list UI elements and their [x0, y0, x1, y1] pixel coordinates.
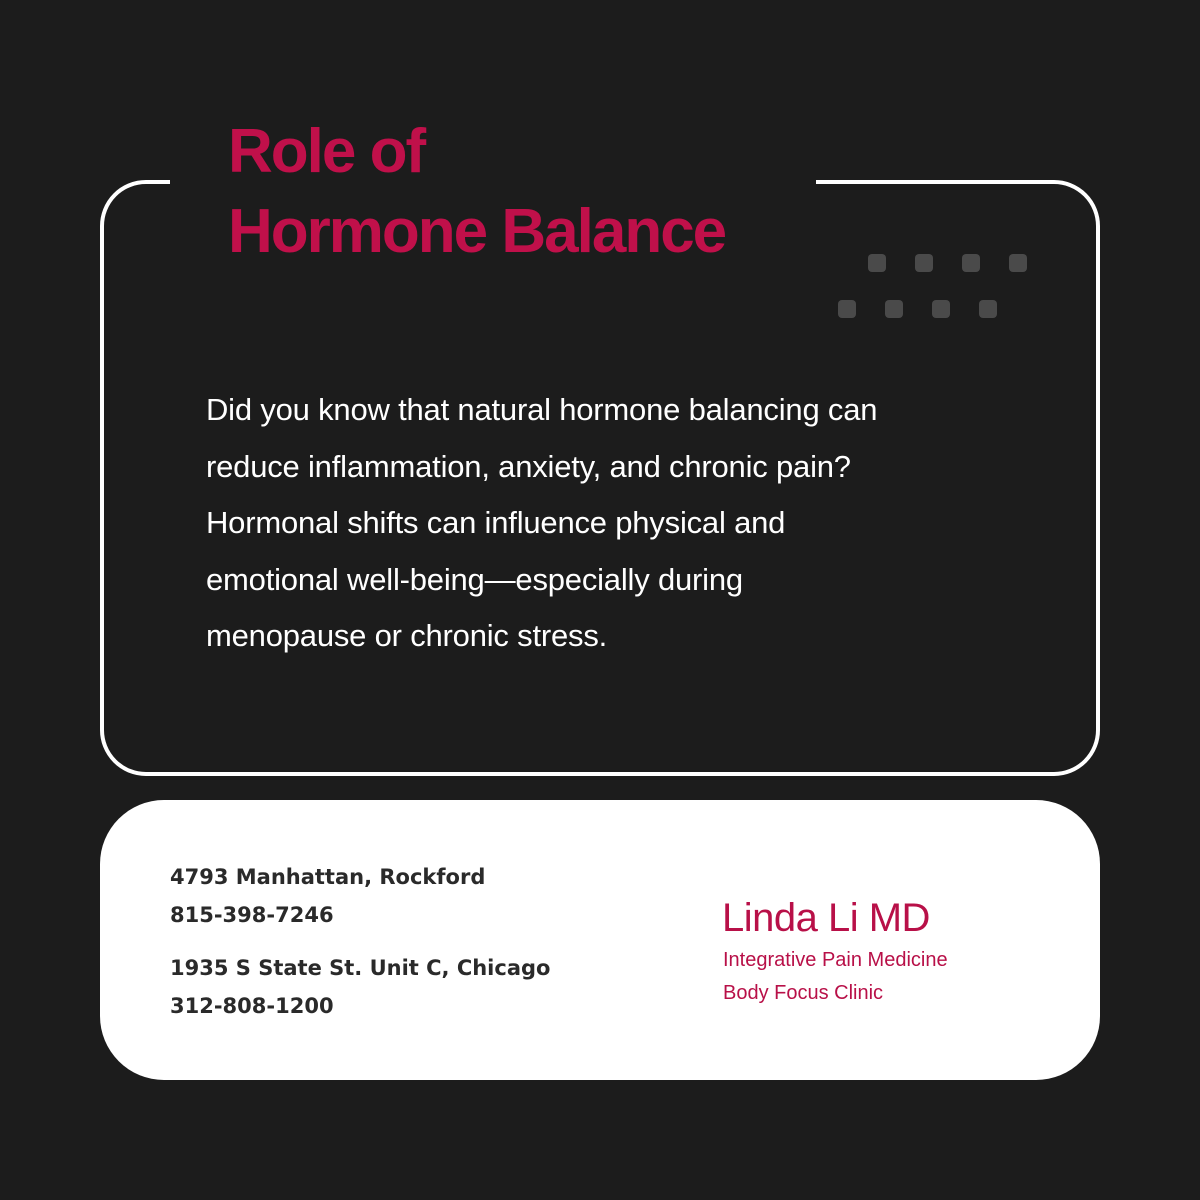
decorative-dot	[838, 300, 856, 318]
decorative-dot	[979, 300, 997, 318]
body-line: Hormonal shifts can influence physical and	[206, 505, 786, 540]
page-title-line-1: Role of	[228, 117, 425, 186]
address-rockford: 4793 Manhattan, Rockford	[170, 865, 486, 889]
decorative-dot	[915, 254, 933, 272]
decorative-dot	[932, 300, 950, 318]
decorative-dot	[868, 254, 886, 272]
decorative-dot	[1009, 254, 1027, 272]
brand-tagline: Integrative Pain Medicine	[723, 949, 948, 971]
page-title	[228, 112, 725, 272]
body-line: emotional well-being—especially during	[206, 561, 743, 597]
decorative-dot-grid	[838, 254, 1038, 324]
body-line: reduce inflammation, anxiety, and chronic pain?	[206, 448, 851, 484]
address-chicago: 1935 S State St. Unit C, Chicago	[170, 956, 551, 980]
body-line: menopause or chronic stress.	[206, 618, 608, 653]
phone-rockford[interactable]: 815-398-7246	[170, 903, 334, 927]
brand-name: Linda Li MD	[722, 896, 930, 940]
page-title-line-2: Hormone Balance	[228, 197, 726, 266]
decorative-dot	[962, 254, 980, 272]
footer-card	[100, 800, 1100, 1080]
decorative-dot	[885, 300, 903, 318]
body-paragraph	[206, 382, 1026, 665]
brand-clinic-name: Body Focus Clinic	[723, 982, 884, 1004]
phone-chicago[interactable]: 312-808-1200	[170, 994, 334, 1018]
body-line: Did you know that natural hormone balancing can	[206, 392, 878, 427]
